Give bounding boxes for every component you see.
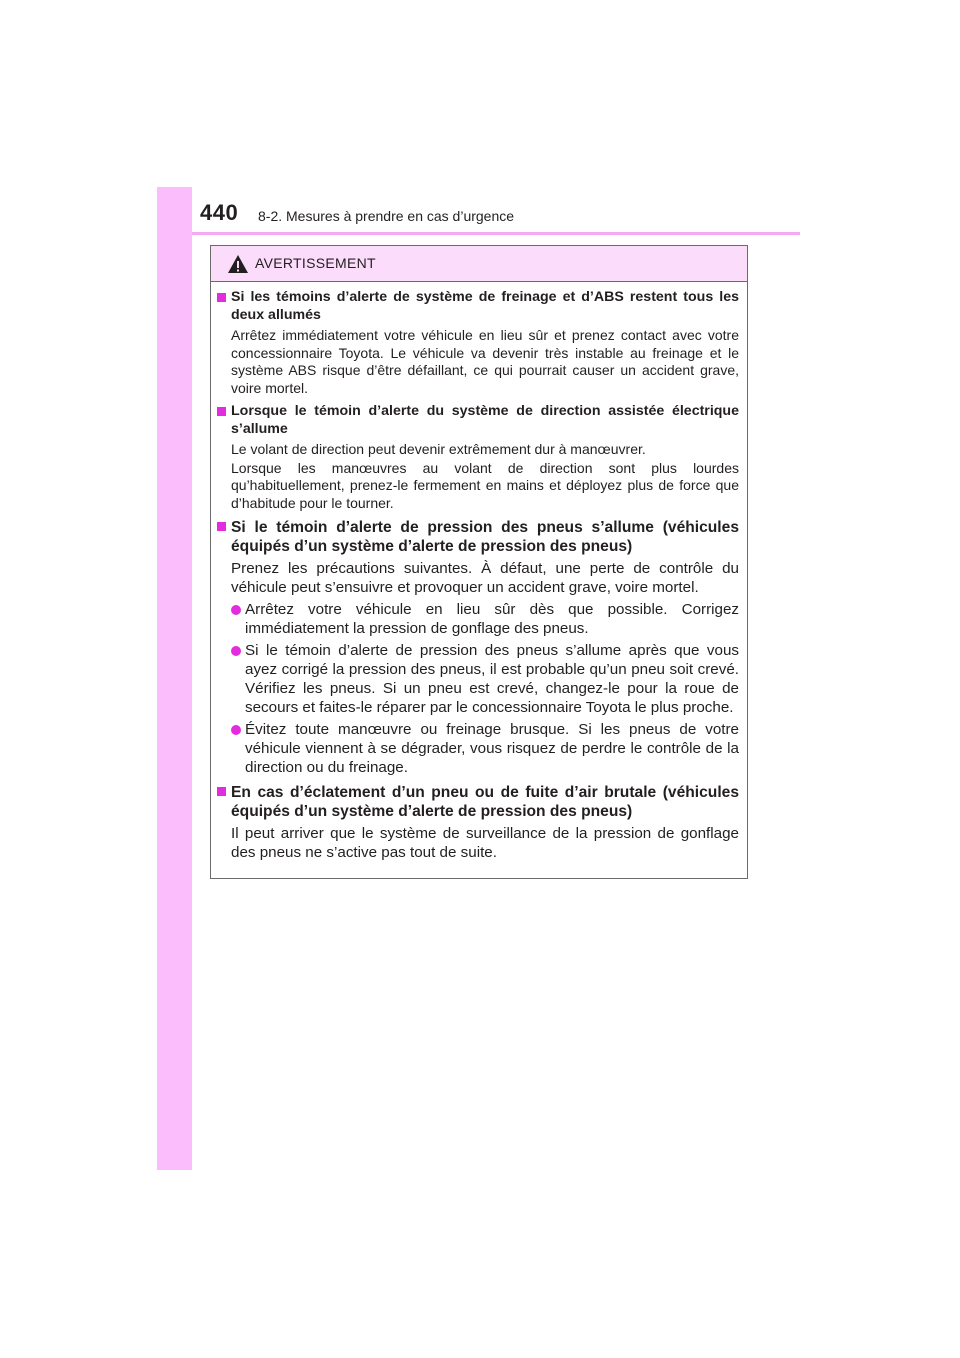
item-title: En cas d’éclatement d’un pneu ou de fuite d’air brutale (véhicules équipés d’un système d’alerte de pression des pneus) [231, 784, 739, 820]
list-item [231, 641, 739, 717]
item-title: Lorsque le témoin d’alerte du système de direction assistée électrique s’allume [231, 403, 739, 437]
item-title: Si les témoins d’alerte de système de freinage et d’ABS restent tous les deux allumés [231, 289, 739, 323]
round-bullet-icon [231, 725, 241, 735]
warning-box [210, 245, 748, 879]
page-number: 440 [200, 200, 239, 225]
warning-item-brake-abs [217, 289, 739, 397]
item-paragraph: Le volant de direction peut devenir extrêmement dur à manœuvrer. [231, 441, 646, 457]
item-paragraph: Lorsque les manœuvres au volant de direction sont plus lourdes qu’habituellement, prenez-le fermement en mains et déployez plus de force que d’habitude pour le tourner. [231, 459, 739, 511]
list-item [231, 600, 739, 638]
round-bullet-icon [231, 605, 241, 615]
chapter-side-band [157, 187, 192, 1170]
list-item-text: Évitez toute manœuvre ou freinage brusque. Si les pneus de votre véhicule viennent à se dégrader, vous risquez de perdre le contrôle de la direction ou du freinage. [245, 721, 739, 776]
warning-item-tire-pressure [217, 518, 739, 777]
square-bullet-icon [217, 787, 226, 796]
warning-item-power-steering [217, 403, 739, 512]
warning-label: AVERTISSEMENT [255, 255, 376, 271]
item-paragraph: Il peut arriver que le système de surveillance de la pression de gonflage des pneus ne s’active pas tout de suite. [231, 825, 739, 861]
warning-body [211, 282, 747, 862]
item-paragraph: Arrêtez immédiatement votre véhicule en lieu sûr et prenez contact avec votre concessionnaire Toyota. Le véhicule va devenir très instable au freinage et le système ABS risque d’être défaillant, ce qui pourrait causer un accident grave, voire mortel. [231, 327, 739, 396]
square-bullet-icon [217, 407, 226, 416]
list-item-text: Si le témoin d’alerte de pression des pneus s’allume après que vous ayez corrigé la pression des pneus, il est probable qu’un pneu soit crevé. Vérifiez les pneus. Si un pneu est crevé, changez-le pour la roue de secours et faites-le réparer par le concessionnaire Toyota le plus proche. [245, 642, 739, 716]
header-rule [192, 232, 800, 235]
warning-triangle-icon [227, 254, 249, 274]
warning-item-tire-burst [217, 783, 739, 862]
round-bullet-icon [231, 646, 241, 656]
section-title: 8-2. Mesures à prendre en cas d’urgence [258, 208, 515, 224]
square-bullet-icon [217, 522, 226, 531]
list-item [231, 720, 739, 777]
list-item-text: Arrêtez votre véhicule en lieu sûr dès que possible. Corrigez immédiatement la pression de gonflage des pneus. [245, 601, 739, 637]
square-bullet-icon [217, 293, 226, 302]
warning-header [211, 246, 747, 282]
item-title: Si le témoin d’alerte de pression des pneus s’allume (véhicules équipés d’un système d’alerte de pression des pneus) [231, 519, 739, 555]
item-paragraph: Prenez les précautions suivantes. À défaut, une perte de contrôle du véhicule peut s’ensuivre et provoquer un accident grave, voire mortel. [231, 560, 739, 596]
